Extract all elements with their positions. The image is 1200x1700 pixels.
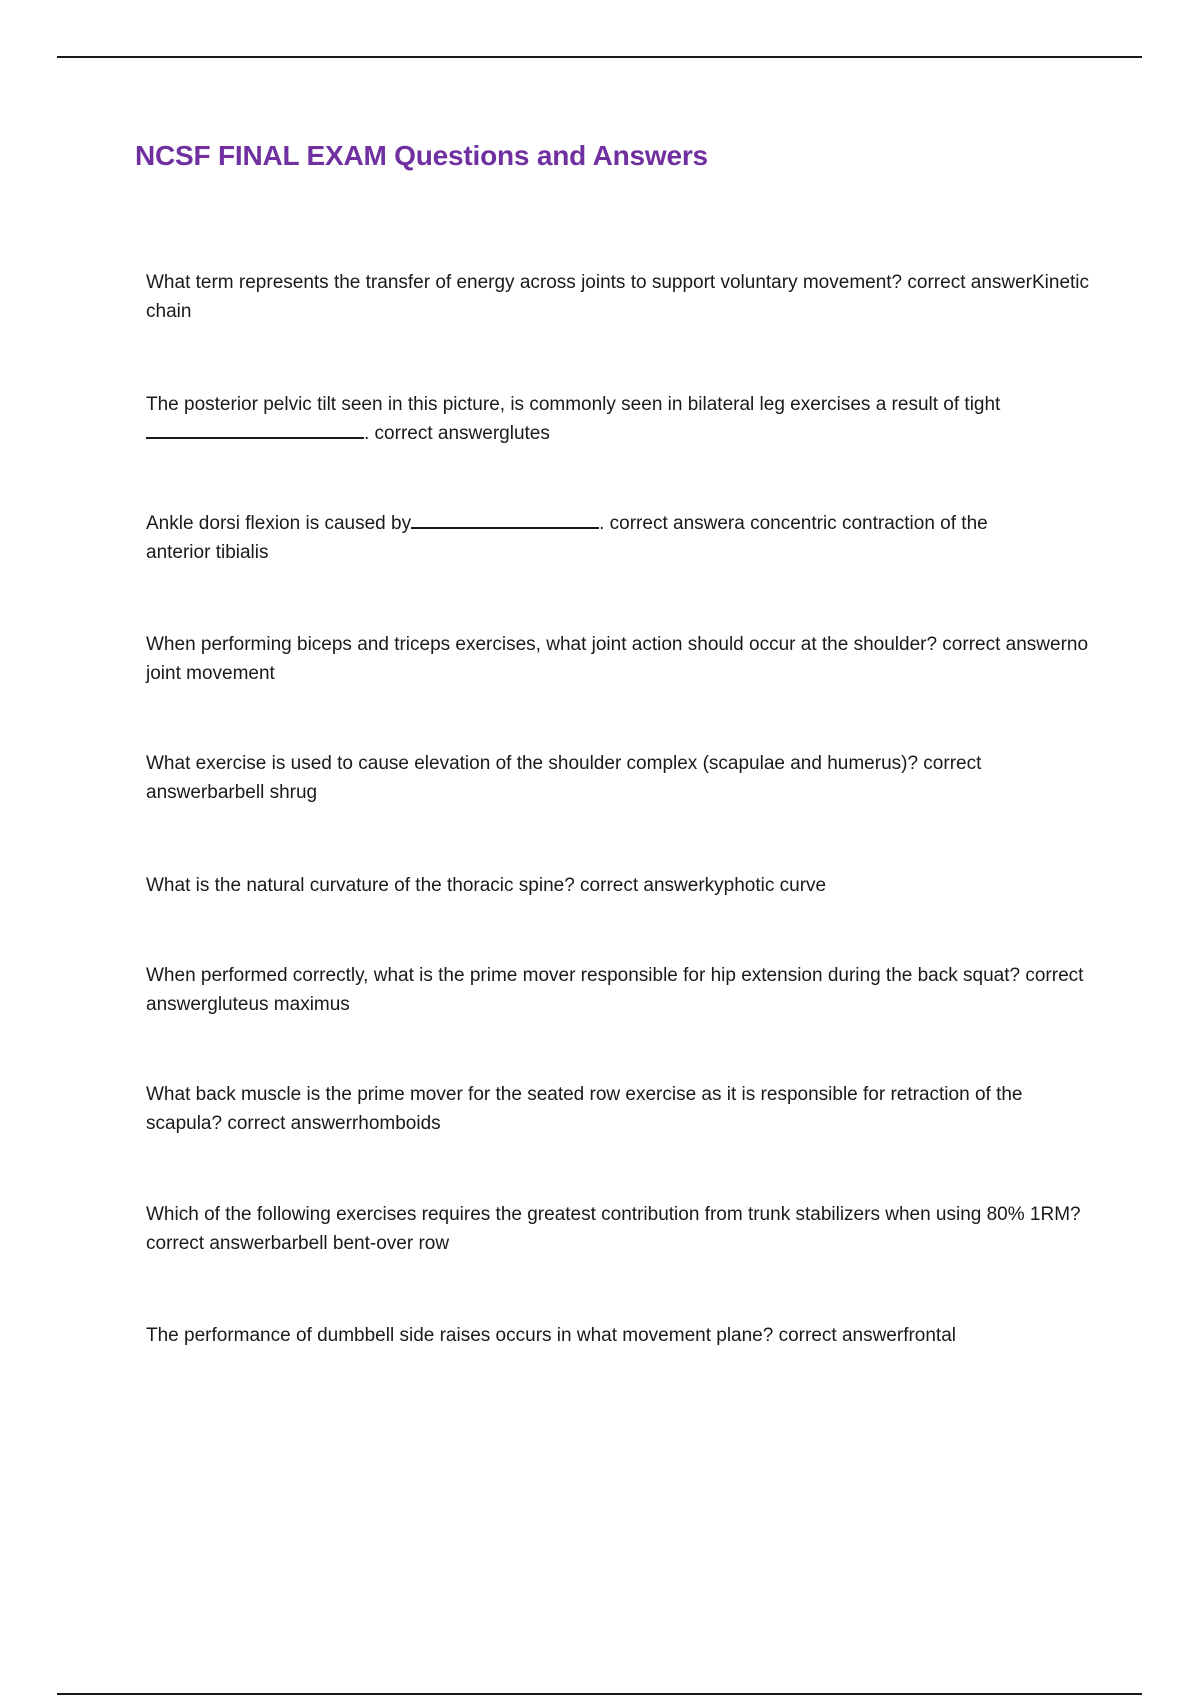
header-rule	[57, 56, 1142, 58]
fill-in-blank	[411, 526, 599, 529]
document-title: NCSF FINAL EXAM Questions and Answers	[135, 140, 708, 171]
fill-in-blank	[146, 436, 364, 439]
qa-item-1: What term represents the transfer of energy across joints to support voluntary movement? correct answerKinetic chain	[146, 272, 1090, 322]
qa-item-3-question: Ankle dorsi flexion is caused by	[146, 513, 412, 534]
qa-item-3	[146, 509, 1026, 567]
footer-rule	[57, 1693, 1142, 1695]
qa-item-9: Which of the following exercises requires the greatest contribution from trunk stabilizers when using 80% 1RM? correct answerbarbell bent-over row	[146, 1204, 1081, 1254]
qa-item-10: The performance of dumbbell side raises occurs in what movement plane? correct answerfrontal	[146, 1325, 956, 1346]
qa-item-2-answer: . correct answerglutes	[364, 423, 550, 444]
qa-item-7: When performed correctly, what is the prime mover responsible for hip extension during the back squat? correct answergluteus maximus	[146, 965, 1084, 1015]
qa-item-8: What back muscle is the prime mover for the seated row exercise as it is responsible for retraction of the scapula? correct answerrhomboids	[146, 1084, 1023, 1134]
qa-item-4: When performing biceps and triceps exercises, what joint action should occur at the shoulder? correct answerno joint movement	[146, 634, 1089, 684]
qa-item-6: What is the natural curvature of the thoracic spine? correct answerkyphotic curve	[146, 875, 827, 896]
qa-item-3-answer: . correct answera concentric contraction of the anterior tibialis	[146, 513, 988, 563]
qa-item-2-question: The posterior pelvic tilt seen in this picture, is commonly seen in bilateral leg exercises a result of tight	[146, 394, 1001, 415]
qa-item-2	[146, 390, 1096, 448]
qa-item-5: What exercise is used to cause elevation of the shoulder complex (scapulae and humerus)? correct answerbarbell shrug	[146, 753, 982, 803]
